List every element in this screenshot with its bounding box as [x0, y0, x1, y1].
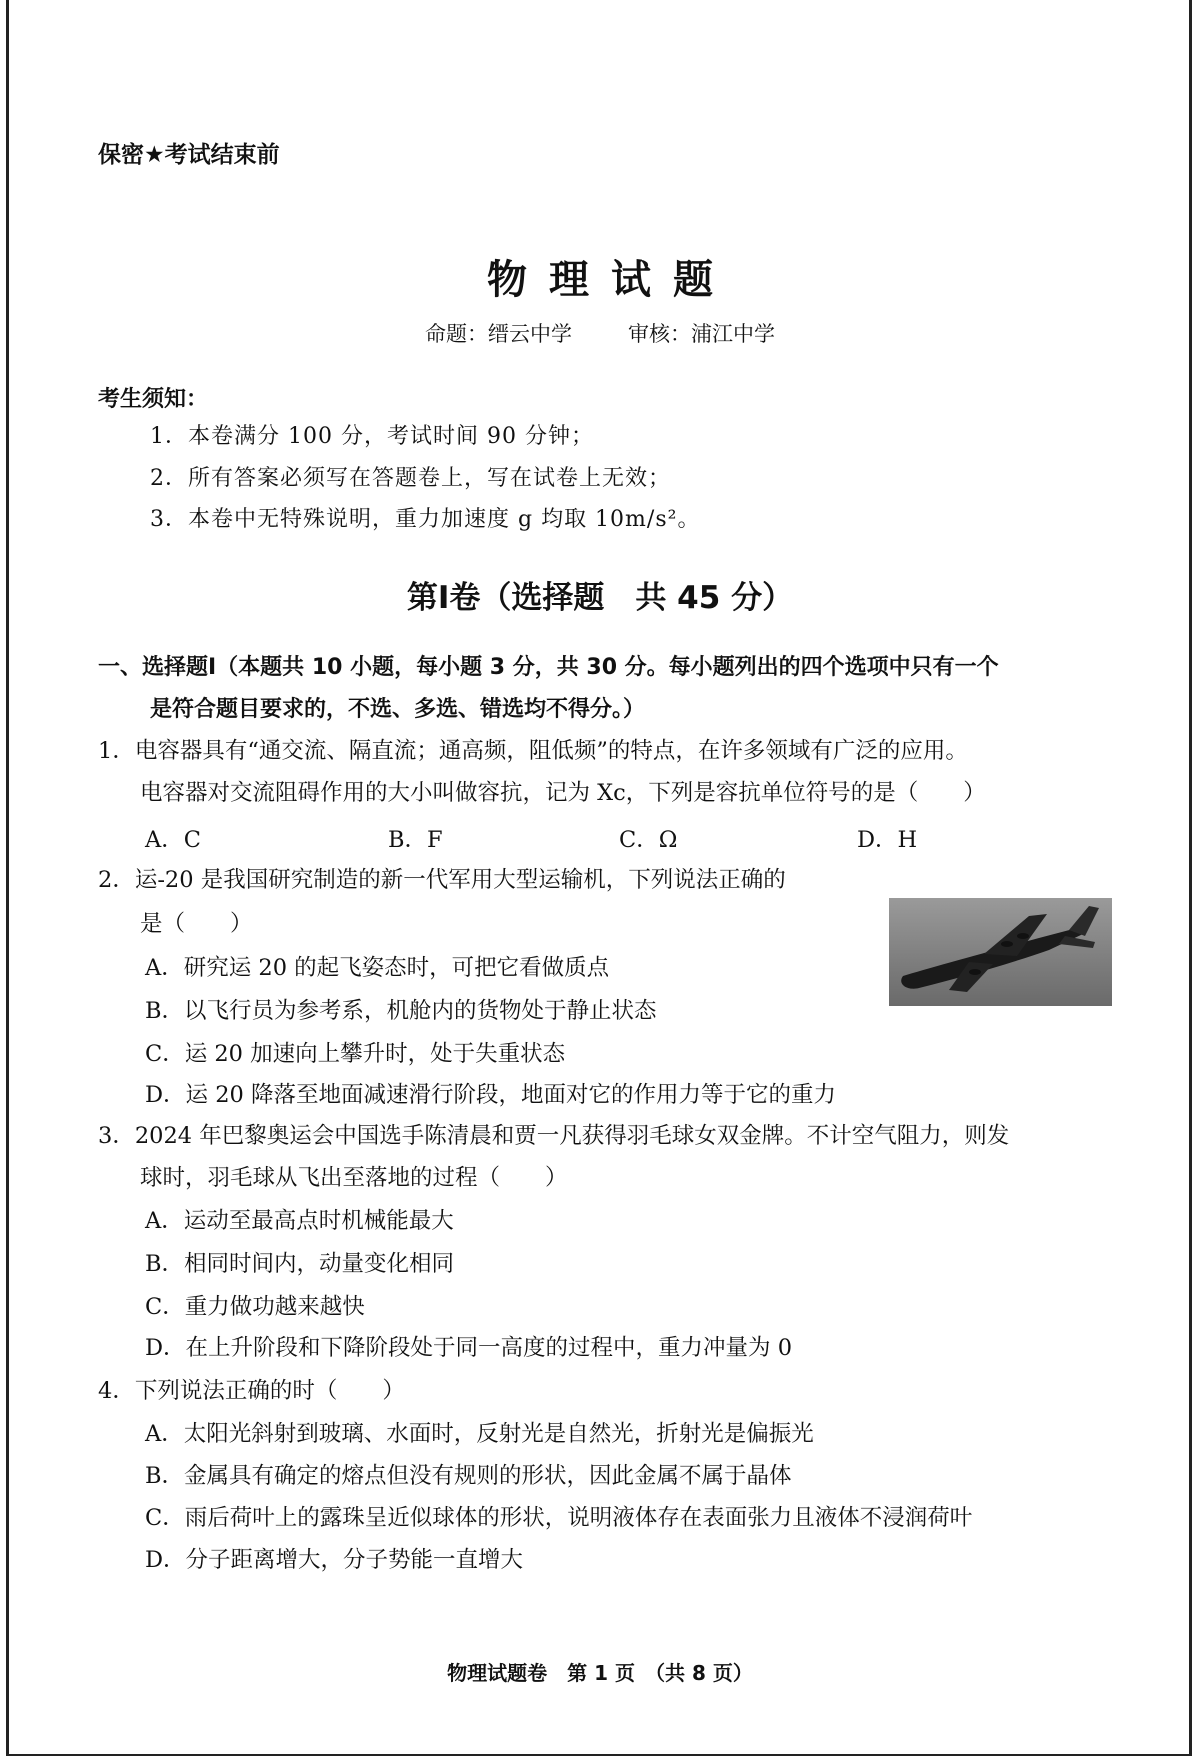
section-title: 第Ⅰ卷（选择题 共 45 分）	[406, 580, 794, 616]
q3-option-d: D．在上升阶段和下降阶段处于同一高度的过程中，重力冲量为 0	[145, 1335, 793, 1361]
q3-stem-line1: 3．2024 年巴黎奥运会中国选手陈清晨和贾一凡获得羽毛球女双金牌。不计空气阻力，则发	[98, 1123, 1010, 1149]
page-footer: 物理试题卷 第 1 页 （共 8 页）	[447, 1661, 753, 1685]
q1-stem-line1: 1．电容器具有“通交流、隔直流；通高频，阻低频”的特点，在许多领域有广泛的应用。	[98, 738, 968, 764]
q1-option-b: B．F	[388, 827, 443, 853]
q3-option-c: C．重力做功越来越快	[145, 1294, 365, 1320]
notice-item-1: 1．本卷满分 100 分，考试时间 90 分钟；	[150, 424, 594, 449]
part-heading-line2: 是符合题目要求的，不选、多选、错选均不得分。）	[150, 697, 646, 722]
q1-option-c: C．Ω	[619, 827, 678, 853]
notice-heading: 考生须知：	[98, 387, 209, 412]
q2-option-d: D．运 20 降落至地面减速滑行阶段，地面对它的作用力等于它的重力	[145, 1082, 836, 1108]
part-heading-line1: 一、选择题Ⅰ（本题共 10 小题，每小题 3 分，共 30 分。每小题列出的四个选项中只有一个	[98, 655, 999, 680]
confidential-label: 保密★考试结束前	[98, 142, 280, 168]
q1-stem-line2: 电容器对交流阻碍作用的大小叫做容抗，记为 Xc，下列是容抗单位符号的是（ ）	[140, 780, 986, 806]
q3-option-b: B．相同时间内，动量变化相同	[145, 1251, 455, 1277]
reviewer-label: 审核：浦江中学	[628, 322, 775, 346]
q2-stem-line2: 是（ ）	[140, 911, 253, 937]
aircraft-silhouette-icon	[889, 898, 1112, 1006]
q4-option-b: B．金属具有确定的熔点但没有规则的形状，因此金属不属于晶体	[145, 1463, 792, 1489]
q4-stem-line1: 4．下列说法正确的时（ ）	[98, 1378, 405, 1404]
q2-stem-line1: 2．运-20 是我国研究制造的新一代军用大型运输机，下列说法正确的	[98, 867, 786, 893]
notice-item-2: 2．所有答案必须写在答题卷上，写在试卷上无效；	[150, 466, 671, 491]
notice-item-3: 3．本卷中无特殊说明，重力加速度 g 均取 10m/s²。	[150, 507, 701, 532]
q4-option-c: C．雨后荷叶上的露珠呈近似球体的形状，说明液体存在表面张力且液体不浸润荷叶	[145, 1505, 973, 1531]
q4-option-a: A．太阳光斜射到玻璃、水面时，反射光是自然光，折射光是偏振光	[145, 1421, 814, 1447]
q4-option-d: D．分子距离增大，分子势能一直增大	[145, 1547, 524, 1573]
author-label: 命题：缙云中学	[425, 322, 572, 346]
page-title: 物理试题	[487, 257, 735, 303]
q2-option-b: B．以飞行员为参考系，机舱内的货物处于静止状态	[145, 998, 657, 1024]
q3-option-a: A．运动至最高点时机械能最大	[145, 1208, 454, 1234]
transport-aircraft-photo-icon	[889, 898, 1112, 1006]
q2-option-c: C．运 20 加速向上攀升时，处于失重状态	[145, 1041, 566, 1067]
q3-stem-line2: 球时，羽毛球从飞出至落地的过程（ ）	[140, 1165, 568, 1191]
q2-option-a: A．研究运 20 的起飞姿态时，可把它看做质点	[145, 955, 610, 981]
q1-option-d: D．H	[857, 827, 918, 853]
q1-option-a: A．C	[145, 827, 201, 853]
byline	[0, 318, 1200, 348]
